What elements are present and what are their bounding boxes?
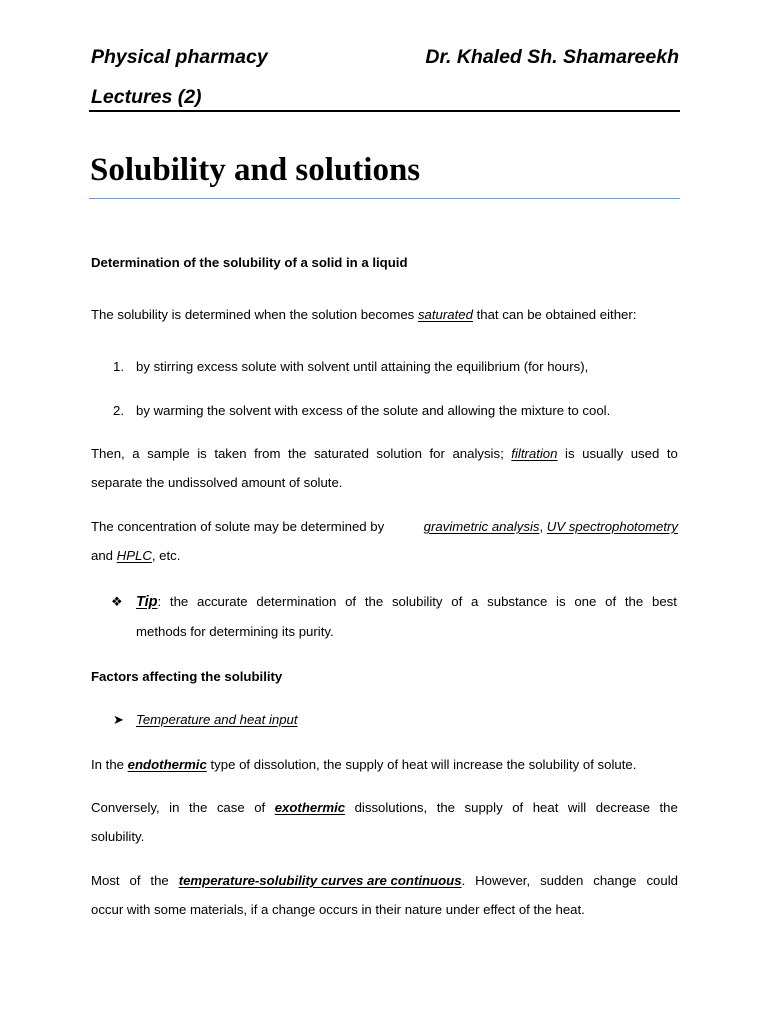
term-hplc: HPLC [116,548,152,563]
paragraph-exothermic-line1: Conversely, in the case of exothermic dissolutions, the supply of heat will decrease the [91,800,678,815]
section-heading-factors: Factors affecting the solubility [91,669,283,684]
course-name: Physical pharmacy [91,46,268,68]
subheading-temperature: Temperature and heat input [136,712,298,727]
paragraph-exothermic-line2: solubility. [91,829,145,844]
paragraph-endothermic: In the endothermic type of dissolution, the supply of heat will increase the solubility of solute. [91,757,637,772]
arrow-bullet-icon: ➤ [113,712,124,727]
term-temperature-solubility-curves: temperature-solubility curves are continuous [178,873,462,888]
title-divider [89,198,680,199]
header-divider [89,110,680,112]
term-exothermic: exothermic [274,800,346,815]
running-header [91,46,679,69]
term-endothermic: endothermic [127,757,207,772]
tip-line2: methods for determining its purity. [136,624,334,639]
diamond-bullet-icon: ❖ [111,594,123,609]
tip-line1: Tip: the accurate determination of the solubility of a substance is one of the best [136,594,677,610]
paragraph-intro: The solubility is determined when the solution becomes saturated that can be obtained either: [91,307,637,322]
list-number: 1. [113,359,124,374]
term-uv-spectrophotometry: UV spectrophotometry [546,519,678,534]
lecture-label-row [91,86,679,109]
list-item: by stirring excess solute with solvent until attaining the equilibrium (for hours), [136,359,589,374]
section-heading-determination: Determination of the solubility of a solid in a liquid [91,255,408,270]
list-item: by warming the solvent with excess of the solute and allowing the mixture to cool. [136,403,611,418]
term-filtration: filtration [511,446,558,461]
paragraph-concentration-line2: and HPLC, etc. [91,548,181,563]
paragraph-sample-line2: separate the undissolved amount of solute. [91,475,343,490]
tip-label: Tip [136,594,158,610]
term-gravimetric-analysis: gravimetric analysis [423,519,540,534]
list-number: 2. [113,403,124,418]
paragraph-curves-line1: Most of the temperature-solubility curves are continuous. However, sudden change could [91,873,678,888]
paragraph-concentration-line1: The concentration of solute may be determined by gravimetric analysis, UV spectrophotometry [91,519,678,534]
paragraph-sample-line1: Then, a sample is taken from the saturated solution for analysis; filtration is usually used to [91,446,678,461]
page-title: Solubility and solutions [90,152,421,188]
paragraph-curves-line2: occur with some materials, if a change occurs in their nature under effect of the heat. [91,902,585,917]
term-saturated: saturated [417,307,473,322]
lecture-label: Lectures (2) [91,86,202,108]
author-name: Dr. Khaled Sh. Shamareekh [425,46,679,68]
